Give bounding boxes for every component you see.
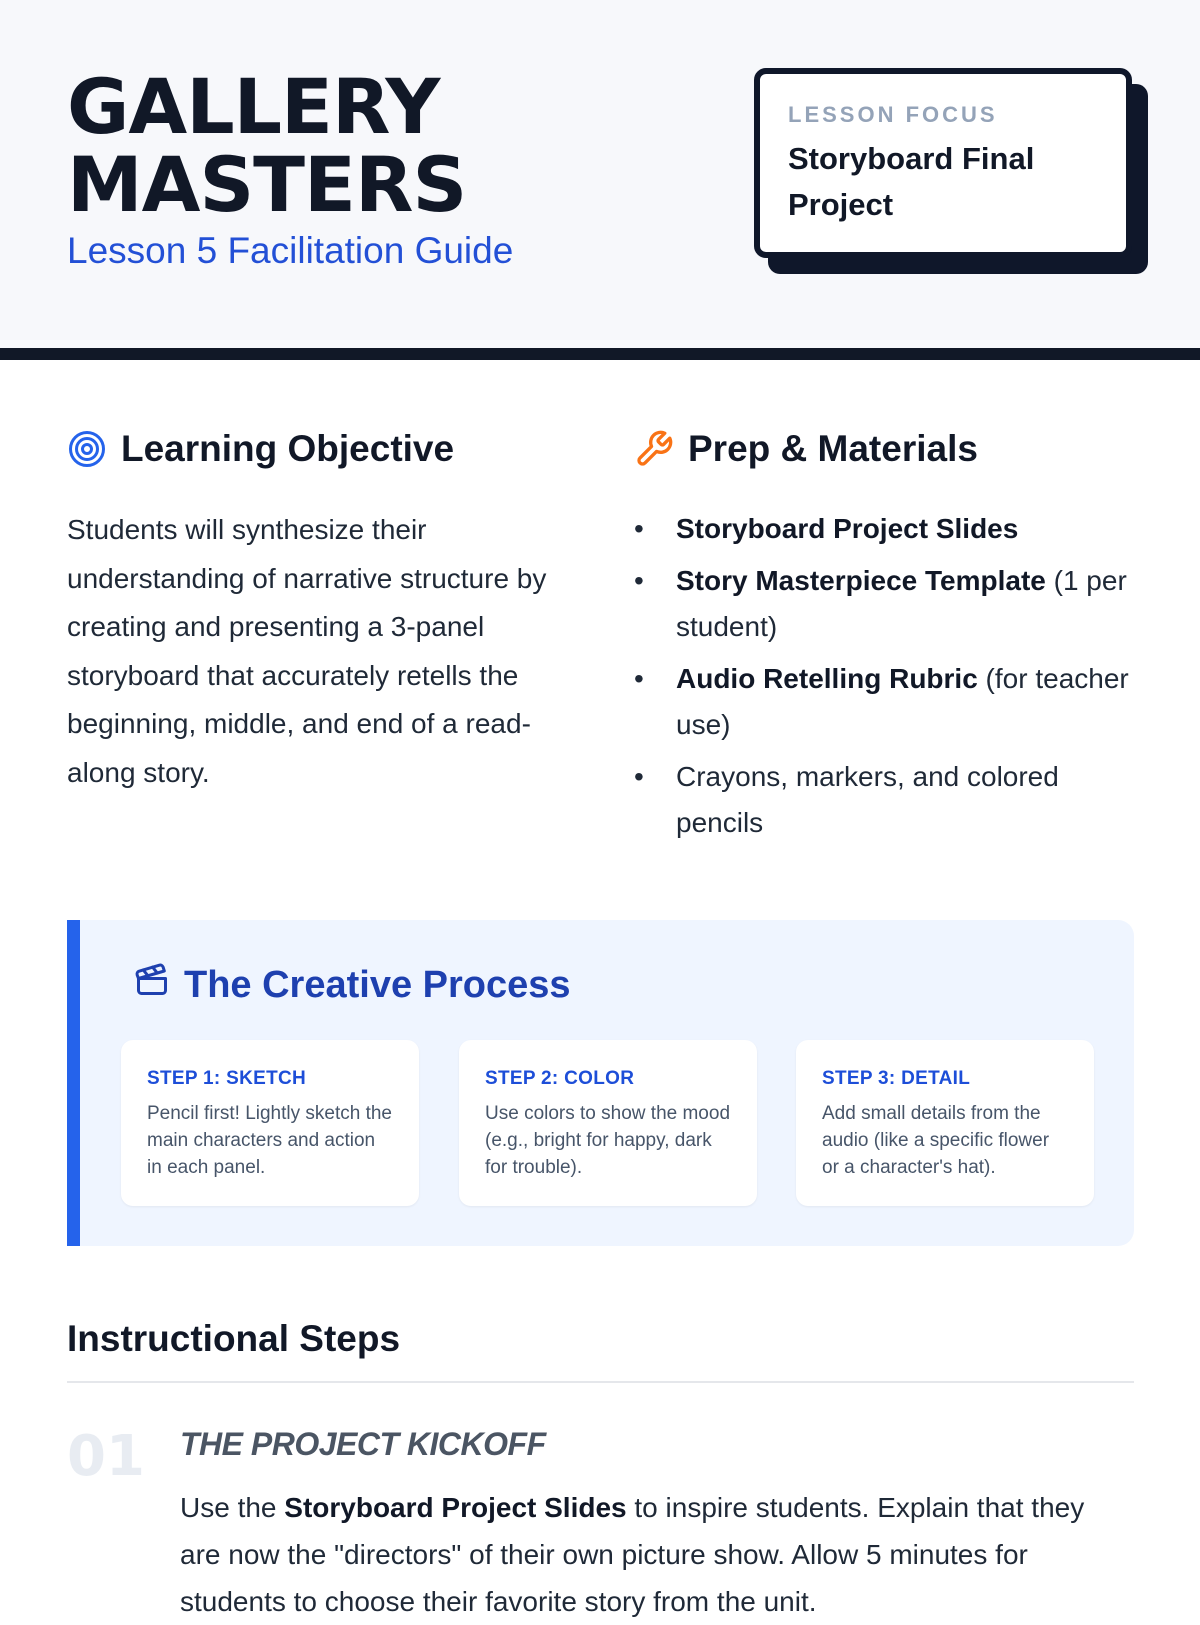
step-text: Use the Storyboard Project Slides to inspire students. Explain that they are now the "directors" of their own picture show. Allow 5 minutes for students to choose their favorite story from the unit. (180, 1492, 1085, 1617)
page-title (67, 62, 467, 229)
wrench-icon (634, 429, 674, 469)
title-line-1: GALLERY (67, 62, 440, 151)
step-heading: THE PROJECT KICKOFF (180, 1426, 546, 1462)
page-subtitle: Lesson 5 Facilitation Guide (67, 230, 514, 271)
lesson-focus-card (754, 68, 1132, 258)
process-heading (134, 962, 571, 1008)
creative-process-panel (67, 920, 1134, 1246)
process-step-card (459, 1040, 757, 1206)
focus-value: Storyboard Final Project (788, 141, 1035, 222)
instructional-steps-heading: Instructional Steps (67, 1318, 401, 1359)
process-heading-label: The Creative Process (184, 963, 571, 1006)
process-step-title: STEP 3: DETAIL (822, 1068, 971, 1089)
process-step-body: Use colors to show the mood (e.g., bright for happy, dark for trouble). (485, 1103, 731, 1178)
materials-heading-label: Prep & Materials (688, 428, 978, 469)
process-step-card (121, 1040, 419, 1206)
objective-heading-label: Learning Objective (121, 428, 455, 469)
process-step-body: Add small details from the audio (like a specific flower or a character's hat). (822, 1103, 1050, 1178)
list-item: • Storyboard Project Slides (634, 513, 1019, 544)
step-number: 01 (67, 1424, 145, 1489)
process-step-card (796, 1040, 1094, 1206)
section-divider (67, 1381, 1134, 1383)
materials-list (634, 506, 1134, 852)
process-step-body: Pencil first! Lightly sketch the main characters and action in each panel. (147, 1103, 392, 1178)
process-step-title: STEP 1: SKETCH (147, 1068, 307, 1089)
materials-heading (634, 428, 978, 470)
list-item: • Crayons, markers, and colored pencils (634, 761, 1059, 838)
process-step-title: STEP 2: COLOR (485, 1068, 635, 1089)
list-item: • Story Masterpiece Template (1 per student) (634, 565, 1127, 642)
clapperboard-icon (134, 962, 170, 1008)
title-line-2: MASTERS (67, 140, 467, 229)
objective-heading (67, 428, 454, 470)
target-icon (67, 429, 107, 469)
list-item: • Audio Retelling Rubric (for teacher use) (634, 663, 1129, 740)
focus-label: LESSON FOCUS (788, 102, 998, 127)
objective-text: Students will synthesize their understanding of narrative structure by creating and presenting a 3-panel storyboard that accurately retells the beginning, middle, and end of a read-along story. (67, 514, 547, 788)
header-divider (0, 348, 1200, 360)
